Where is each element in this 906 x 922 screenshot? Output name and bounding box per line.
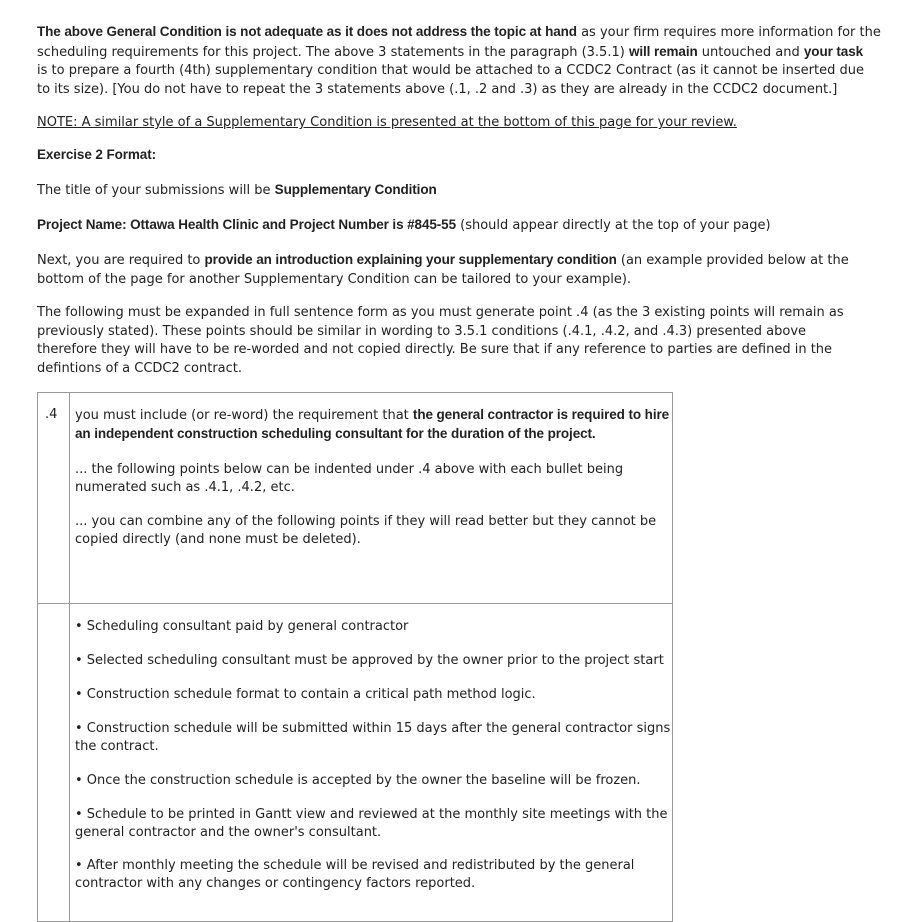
table-row-divider (38, 603, 672, 604)
next-paragraph: Next, you are required to provide an introduction explaining your supplementary condition (an example provided below at the bottom of the page for another Supplementary Condition can be tailored to your example). (37, 252, 849, 287)
bullet-item: • After monthly meeting the schedule will be revised and redistributed by the general contractor with any changes or contingency factors reported. (75, 858, 635, 891)
requirements-table (37, 392, 673, 922)
note-line: NOTE: A similar style of a Supplementary Condition is presented at the bottom of this page for your review. (37, 115, 737, 130)
project-name: Project Name: Ottawa Health Clinic and Project Number is #845-55 (37, 217, 456, 232)
combine-instruction: ... you can combine any of the following points if they will read better but they cannot be copied directly (and none must be deleted). (75, 514, 657, 547)
intro-paragraph: The above General Condition is not adequate as it does not address the topic at hand as your firm requires more information for the scheduling requirements for this project. The above 3 statements in the paragraph (3.5.1) will remain untouched and your task is to prepare a fourth (4th) supplementary condition that would be attached to a CCDC2 Contract (as it cannot be inserted due to its size). [You do not have to repeat the 3 statements above (.1, .2 and .3) as they are already in the CCDC2 document.] (37, 24, 881, 97)
bullet-item: • Selected scheduling consultant must be approved by the owner prior to the project start (75, 653, 664, 668)
title-line: The title of your submissions will be Supplementary Condition (37, 182, 437, 198)
bullet-item: • Schedule to be printed in Gantt view and reviewed at the monthly site meetings with the general contractor and the owner's consultant. (75, 807, 668, 840)
bullet-item: • Construction schedule will be submitted within 15 days after the general contractor signs the contract. (75, 721, 671, 754)
clause-requirement: you must include (or re-word) the requirement that the general contractor is required to hire an independent construction scheduling consultant for the duration of the project. (75, 407, 670, 441)
exercise-format-heading: Exercise 2 Format: (37, 147, 157, 162)
indent-instruction: ... the following points below can be indented under .4 above with each bullet being numerated such as .4.1, .4.2, etc. (75, 462, 624, 495)
following-paragraph: The following must be expanded in full sentence form as you must generate point .4 (as the 3 existing points will remain as previously stated). These points should be similar in wording to 3.5.1 conditions (.4.1, .4.2, and .4.3) presented above therefore they will have to be re-worded and not copied directly. Be sure that if any reference to parties are defined in the defintions of a CCDC2 contract. (37, 305, 844, 376)
title-name: Supplementary Condition (274, 182, 437, 197)
project-line: Project Name: Ottawa Health Clinic and Project Number is #845-55 (should appear directly at the top of your page) (37, 217, 771, 233)
table-column-divider (69, 393, 70, 921)
bullet-item: • Scheduling consultant paid by general contractor (75, 619, 409, 634)
clause-number: .4 (45, 407, 58, 422)
bullet-item: • Once the construction schedule is accepted by the owner the baseline will be frozen. (75, 773, 641, 788)
bullet-item: • Construction schedule format to contain a critical path method logic. (75, 687, 536, 702)
intro-bold-statement: The above General Condition is not adequate as it does not address the topic at hand (37, 24, 577, 39)
